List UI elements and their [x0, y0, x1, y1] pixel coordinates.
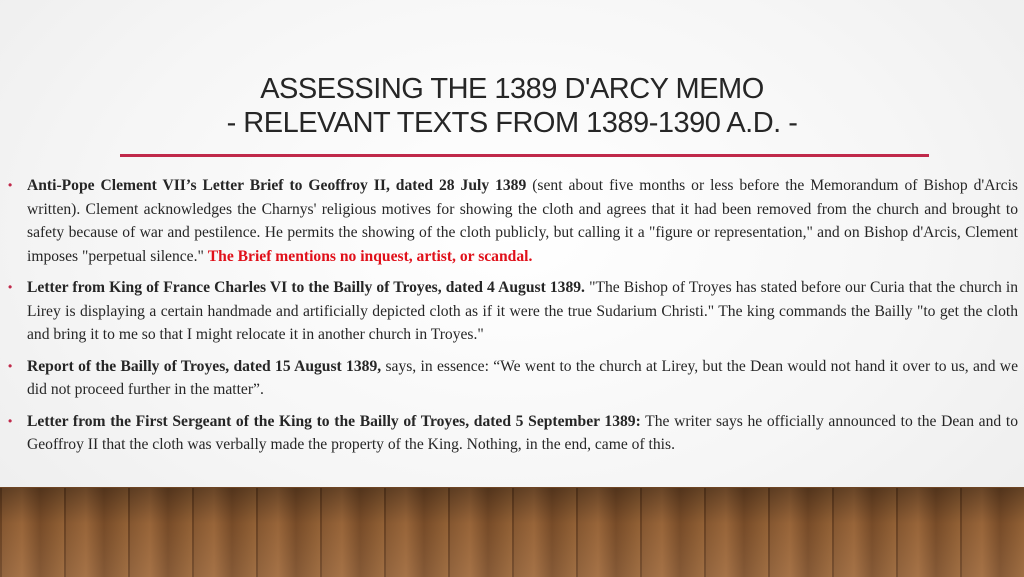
- title-line-1: ASSESSING THE 1389 D'ARCY MEMO: [260, 73, 764, 105]
- bullet-list: [8, 174, 1018, 465]
- title-underline: [120, 154, 929, 157]
- item-text: says, in essence: “We went to the church at Lirey, but the Dean would not hand it over to us, and we did not proceed further in the matter”.: [27, 357, 1018, 398]
- item-text: (sent about five months or less before the Memorandum of Bishop d'Arcis written). Clement acknowledges the Charnys' religious motives for showing the cloth and agrees that it had been removed from the church and brought to safety because of war and pestilence. He permits the showing of the cloth publicly, but calling it a "figure or representation," and on Bishop d'Arcis, Clement imposes "perpetual silence.": [27, 177, 1018, 265]
- bullet-icon: •: [8, 413, 13, 428]
- title-line-2: - RELEVANT TEXTS FROM 1389-1390 A.D. -: [226, 107, 798, 139]
- bullet-icon: •: [8, 358, 13, 373]
- item-highlight: The Brief mentions no inquest, artist, or scandal.: [207, 247, 533, 265]
- list-item: [8, 276, 1018, 347]
- slide-title: [0, 72, 1024, 140]
- item-heading: Anti-Pope Clement VII’s Letter Brief to Geoffroy II, dated 28 July 1389: [27, 177, 527, 194]
- list-item: [8, 174, 1018, 268]
- list-item: [8, 410, 1018, 457]
- bullet-icon: •: [8, 178, 13, 192]
- item-heading: Letter from King of France Charles VI to the Bailly of Troyes, dated 4 August 1389.: [27, 279, 585, 296]
- wood-floor-decoration: [0, 487, 1024, 577]
- bullet-icon: •: [8, 280, 13, 294]
- item-heading: Report of the Bailly of Troyes, dated 15 August 1389,: [27, 357, 382, 375]
- item-text: "The Bishop of Troyes has stated before our Curia that the church in Lirey is displaying a certain handmade and artificially depicted cloth as if it were the true Sudarium Christi." The king commands the Bailly "to get the cloth and bring it to me so that I might relocate it in another church in Troyes.": [27, 279, 1019, 343]
- item-text: The writer says he officially announced to the Dean and to Geoffroy II that the cloth was verbally made the property of the King. Nothing, in the end, came of this.: [27, 412, 1018, 453]
- list-item: [8, 355, 1018, 402]
- floor-shading: [0, 488, 1024, 577]
- item-heading: Letter from the First Sergeant of the King to the Bailly of Troyes, dated 5 September 1389:: [27, 412, 641, 430]
